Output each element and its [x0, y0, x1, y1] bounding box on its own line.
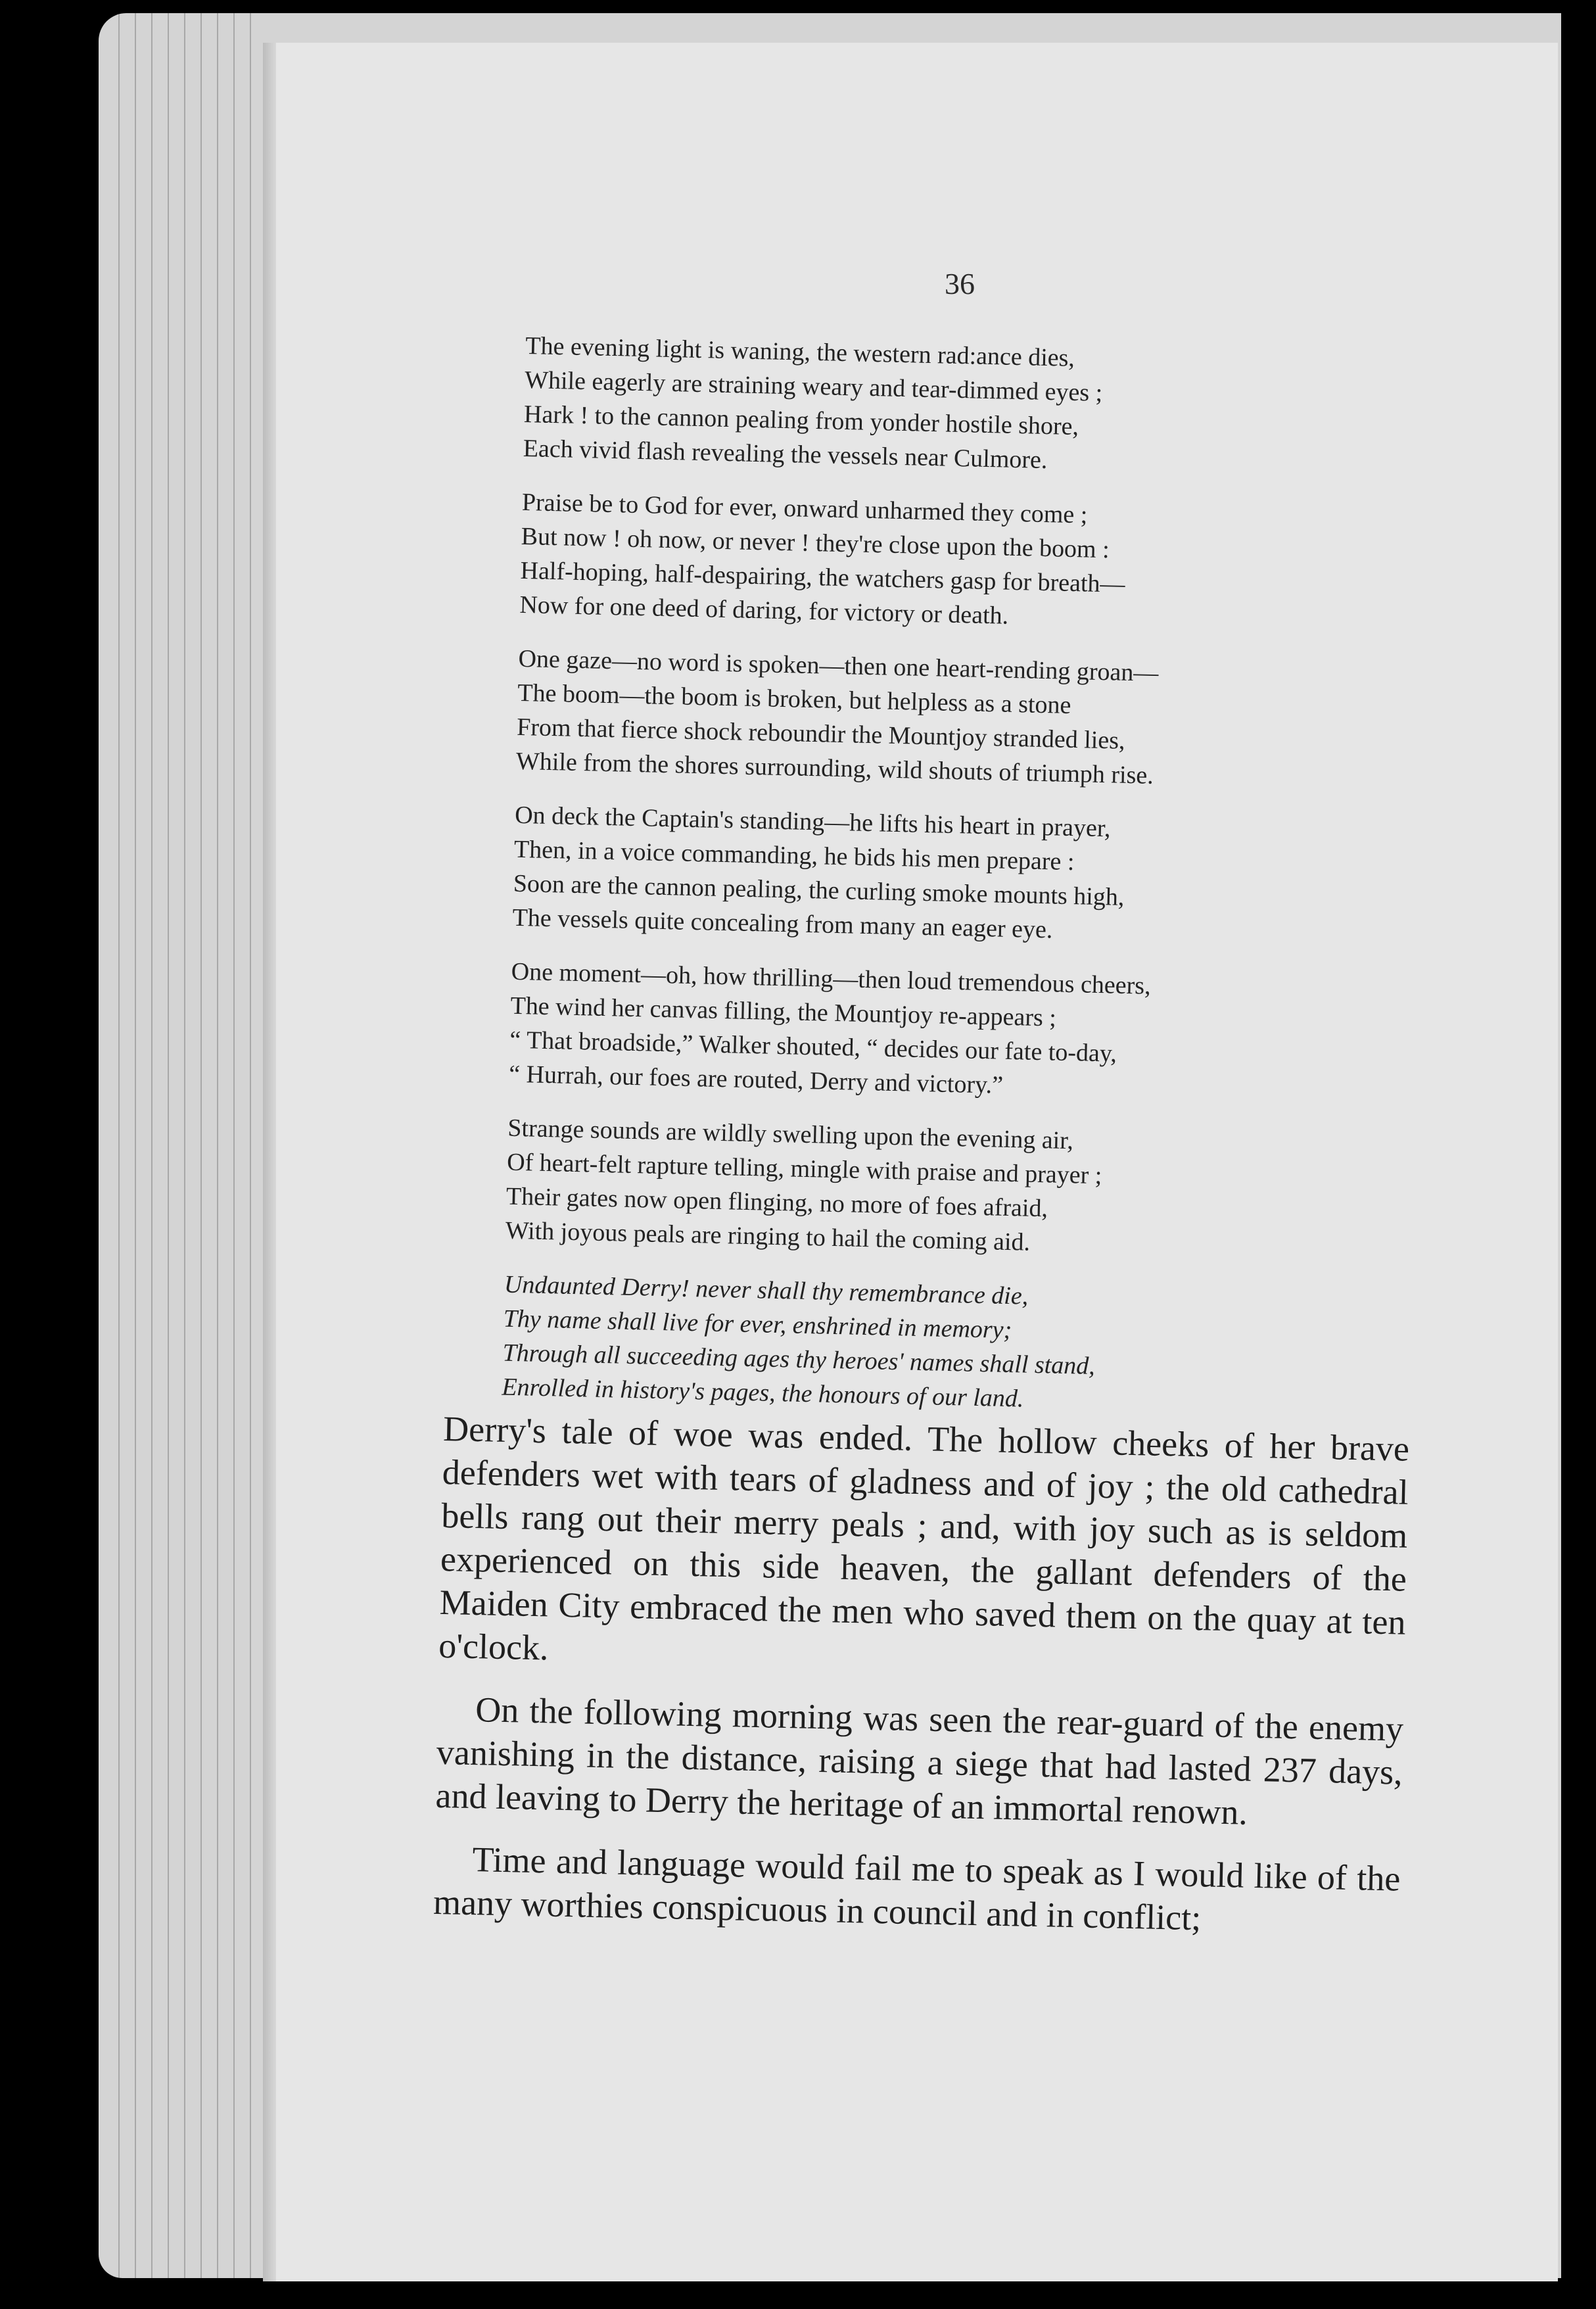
- poem-line: “ That broadside,” Walker shouted, “ decides our fate to-day,: [509, 1026, 1117, 1068]
- poem-line: With joyous peals are ringing to hail the coming aid.: [505, 1216, 1031, 1256]
- poem-line: While from the shores surrounding, wild shouts of triumph rise.: [515, 747, 1154, 790]
- poem-line: On deck the Captain's standing—he lifts his heart in prayer,: [514, 801, 1112, 843]
- poem-line: The boom—the boom is broken, but helpless as a stone: [517, 678, 1071, 719]
- poem-line: Then, in a voice commanding, he bids his men prepare :: [513, 835, 1075, 876]
- poem-line: The wind her canvas filling, the Mountjoy re-appears ;: [510, 991, 1057, 1032]
- poem-line: Undaunted Derry! never shall thy remembrance die,: [504, 1270, 1029, 1310]
- poem-line: “ Hurrah, our foes are routed, Derry and victory.”: [508, 1060, 1004, 1099]
- poem-line: Soon are the cannon pealing, the curling smoke mounts high,: [513, 869, 1125, 911]
- poem-line: Now for one deed of daring, for victory or death.: [519, 590, 1009, 630]
- poem-line: While eagerly are straining weary and tear-dimmed eyes ;: [524, 366, 1103, 407]
- page-edge: [168, 13, 169, 2278]
- poem: [501, 329, 1314, 1442]
- poem-line: Enrolled in history's pages, the honours of our land.: [501, 1373, 1024, 1413]
- poem-line: Strange sounds are wildly swelling upon the evening air,: [507, 1114, 1074, 1155]
- poem-line: Through all succeeding ages thy heroes' names shall stand,: [502, 1339, 1096, 1381]
- page-edge: [135, 13, 136, 2278]
- poem-stanza: [515, 642, 1307, 796]
- page-edge: [184, 13, 185, 2278]
- page-edge: [250, 13, 251, 2278]
- poem-line: Thy name shall live for ever, enshrined in memory;: [503, 1304, 1012, 1345]
- poem-stanza: [505, 1111, 1296, 1266]
- poem-line: From that fierce shock reboundir the Mountjoy stranded lies,: [516, 713, 1126, 755]
- prose-paragraph: Time and language would fail me to speak as I would like of the many worthies conspicuous in council and in conflict;: [433, 1840, 1401, 1938]
- prose-paragraph: Derry's tale of woe was ended. The hollow cheeks of her brave defenders wet with tears of gladness and of joy ; the old cathedral bells rang out their merry peals ; and, with joy such as is seldom experienced on this side heaven, the gallant defenders of the Maiden City embraced the men who saved them on the quay at ten o'clock.: [438, 1408, 1410, 1668]
- poem-line: Hark ! to the cannon pealing from yonder hostile shore,: [523, 400, 1079, 441]
- poem-stanza: [512, 798, 1303, 953]
- page-edge: [217, 13, 218, 2278]
- poem-line: The evening light is waning, the western rad:ance dies,: [525, 331, 1075, 372]
- poem-line: Each vivid flash revealing the vessels near Culmore.: [523, 434, 1048, 475]
- page-number: 36: [945, 267, 975, 300]
- poem-line: The vessels quite concealing from many an eager eye.: [512, 903, 1053, 944]
- poem-stanza: [509, 955, 1300, 1109]
- poem-stanza: [523, 329, 1314, 483]
- poem-line: One gaze—no word is spoken—then one heart-rending groan—: [518, 644, 1159, 687]
- poem-line: But now ! oh now, or never ! they're close upon the boom :: [521, 522, 1110, 564]
- prose-paragraph: On the following morning was seen the rear-guard of the enemy vanishing in the distance, raising a siege that had lasted 237 days, and leaving to Derry the heritage of an immortal renown.: [434, 1690, 1404, 1832]
- page-edge: [118, 13, 120, 2278]
- poem-stanza: [502, 1268, 1293, 1422]
- poem-line: Their gates now open flinging, no more of foes afraid,: [505, 1182, 1048, 1223]
- poem-line: Of heart-felt rapture telling, mingle with praise and prayer ;: [506, 1148, 1102, 1190]
- prose-body: [433, 1407, 1410, 1964]
- page-edge: [233, 13, 235, 2278]
- page-edge: [200, 13, 202, 2278]
- poem-line: One moment—oh, how thrilling—then loud tremendous cheers,: [511, 957, 1152, 1000]
- poem-stanza: [519, 485, 1311, 640]
- page-edge: [151, 13, 153, 2278]
- poem-line: Half-hoping, half-despairing, the watchers gasp for breath—: [520, 556, 1126, 598]
- poem-line: Praise be to God for ever, onward unharmed they come ;: [521, 488, 1088, 529]
